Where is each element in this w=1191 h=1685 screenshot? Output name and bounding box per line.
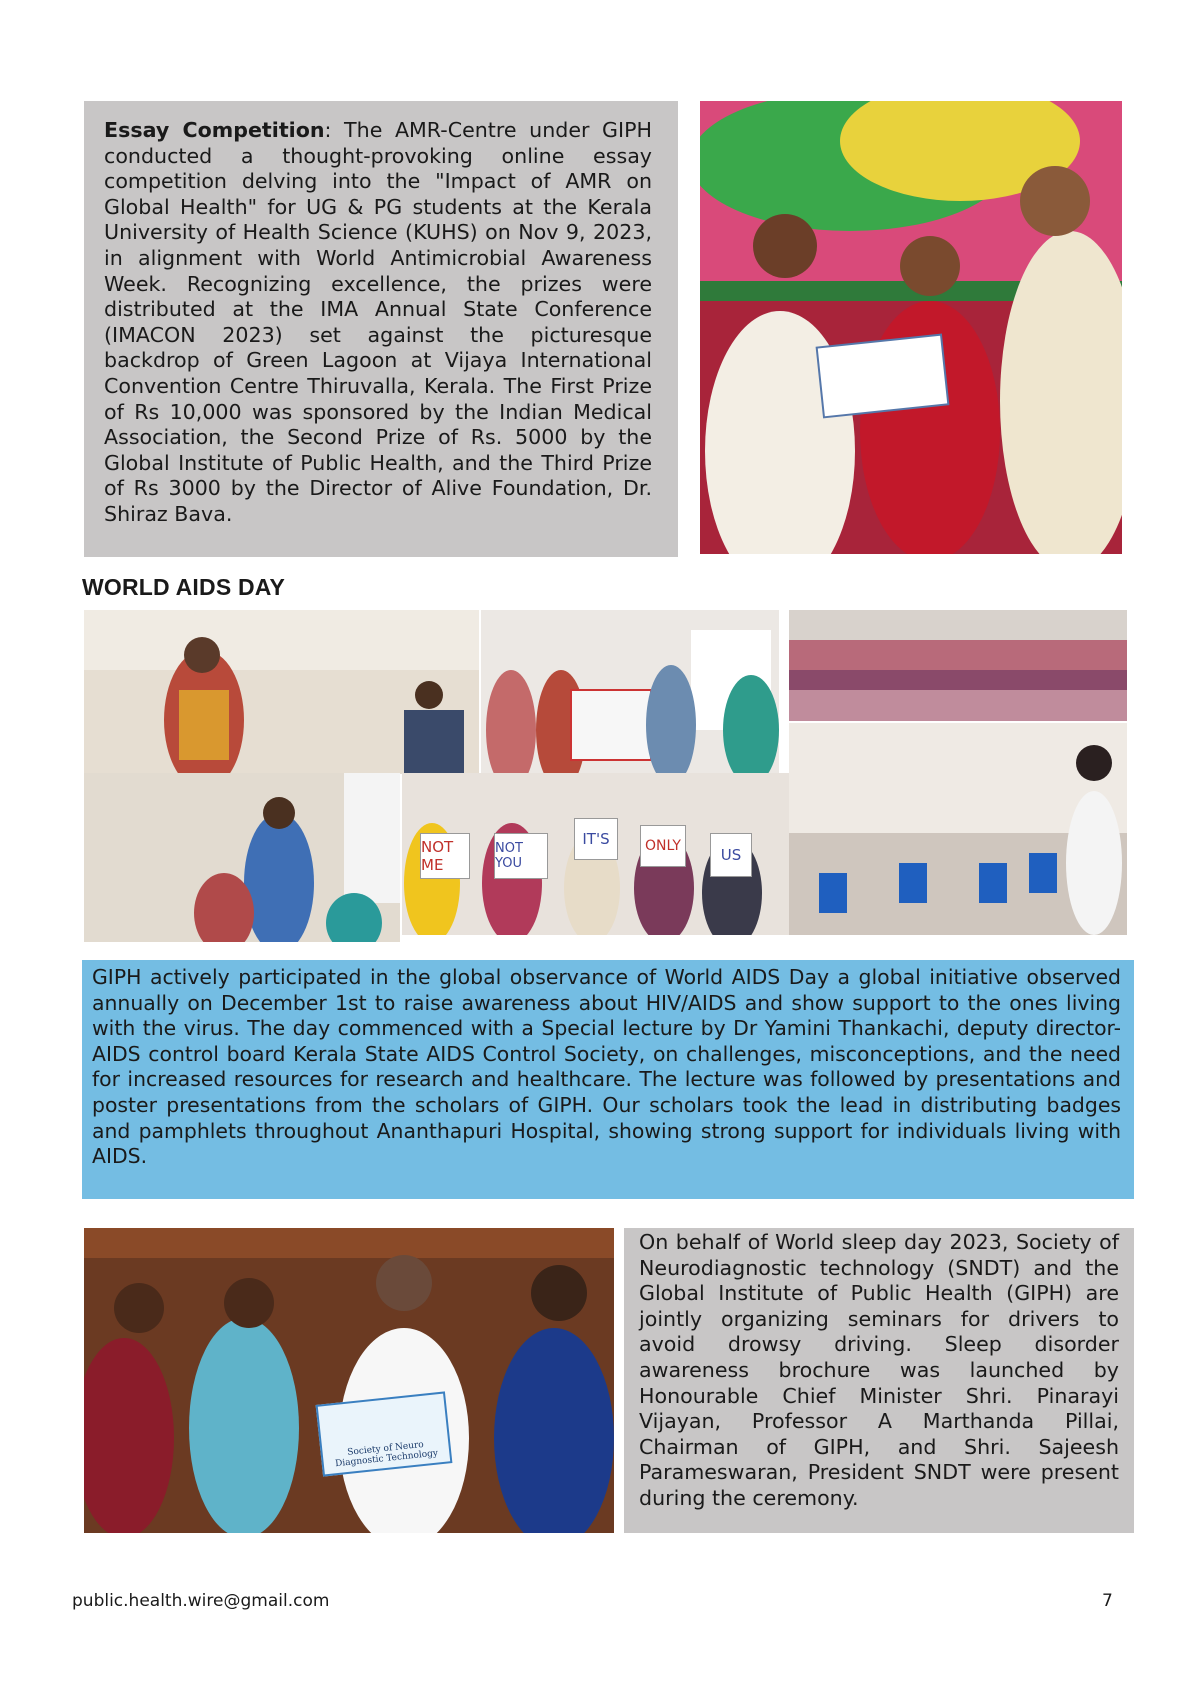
placard-not-you: NOT YOU: [494, 833, 548, 879]
footer-email[interactable]: public.health.wire@gmail.com: [72, 1591, 330, 1611]
world-aids-day-text: GIPH actively participated in the global observance of World AIDS Day a global initiative observed annually on December 1st to raise awareness about HIV/AIDS and show support to the ones living with the virus. The day commenced with a Special lecture by Dr Yamini Thankachi, deputy director-AIDS control board Kerala State AIDS Control Society, on challenges, misconceptions, and the need for increased resources for research and healthcare. The lecture was followed by presentations and poster presentations from the scholars of GIPH. Our scholars took the lead in distributing badges and pamphlets throughout Ananthapuri Hospital, showing strong support for individuals living with AIDS.: [92, 965, 1121, 1169]
essay-competition-box: [84, 101, 678, 557]
essay-competition-heading: Essay Competition: [104, 118, 325, 142]
brochure-launch-photo: [84, 1228, 614, 1533]
brochure: [316, 1391, 453, 1476]
world-aids-day-box: [82, 960, 1134, 1199]
sleep-day-text: On behalf of World sleep day 2023, Society of Neurodiagnostic technology (SNDT) and the Global Institute of Public Health (GIPH) are jointly organizing seminars for drivers to avoid drowsy driving. Sleep disorder awareness brochure was launched by Honourable Chief Minister Shri. Pinarayi Vijayan, Professor A Marthanda Pillai, Chairman of GIPH, and Shri. Sajeesh Parameswaran, President SNDT were present during the ceremony.: [639, 1230, 1119, 1510]
aids-day-group-photo: [789, 610, 1127, 721]
aids-day-speaker-photo: [84, 773, 400, 942]
aids-day-classroom-photo: [789, 723, 1127, 935]
aids-day-placard-photo: [402, 773, 789, 935]
placard-not-me: NOT ME: [420, 833, 470, 879]
placard-its: IT'S: [574, 818, 618, 860]
aids-day-poster-photo: [481, 610, 779, 774]
placard-only: ONLY: [640, 825, 686, 867]
brochure-caption: Society of Neuro Diagnostic Technology: [334, 1439, 439, 1470]
prize-distribution-photo: [700, 101, 1122, 554]
aids-day-lecture-photo: [84, 610, 479, 774]
page-number: 7: [1102, 1591, 1113, 1611]
section-heading: WORLD AIDS DAY: [82, 574, 285, 600]
placard-us: US: [710, 833, 752, 877]
sleep-day-box: [624, 1228, 1134, 1533]
essay-competition-text: [104, 118, 652, 528]
essay-competition-body: : The AMR-Centre under GIPH conducted a thought-provoking online essay competition delving into the "Impact of AMR on Global Health" for UG & PG students at the Kerala University of Health Science (KUHS) on Nov 9, 2023, in alignment with World Antimicrobial Awareness Week. Recognizing excellence, the prizes were distributed at the IMA Annual State Conference (IMACON 2023) set against the picturesque backdrop of Green Lagoon at Vijaya International Convention Centre Thiruvalla, Kerala. The First Prize of Rs 10,000 was sponsored by the Indian Medical Association, the Second Prize of Rs. 5000 by the Global Institute of Public Health, and the Third Prize of Rs 3000 by the Director of Alive Foundation, Dr. Shiraz Bava.: [104, 118, 652, 526]
